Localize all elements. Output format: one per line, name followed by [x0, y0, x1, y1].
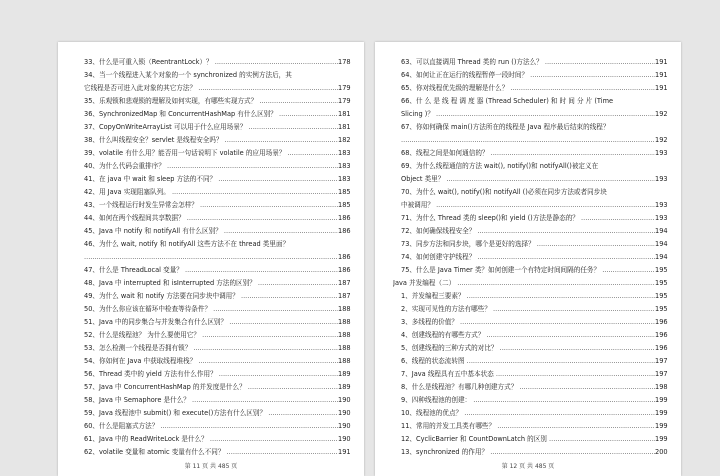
- toc-entry[interactable]: [58, 446, 364, 459]
- toc-entry-page-number: 191: [655, 56, 667, 69]
- toc-entry-page-number: 187: [338, 290, 350, 303]
- toc-entry-page-number: 179: [338, 82, 350, 95]
- toc-entry-page-number: 199: [655, 433, 667, 446]
- toc-entry[interactable]: [58, 121, 364, 134]
- toc-entry[interactable]: [375, 160, 681, 173]
- toc-entry[interactable]: [58, 420, 364, 433]
- toc-entry[interactable]: [58, 329, 364, 342]
- toc-entry-page-number: 183: [338, 160, 350, 173]
- toc-entry-page-number: 193: [655, 199, 667, 212]
- toc-entry-title: 54、你如何在 Java 中获取线程堆栈？ .....: [84, 355, 340, 368]
- toc-entry[interactable]: [58, 433, 364, 446]
- toc-entry-page-number: 198: [655, 381, 667, 394]
- toc-entry-page-number: 199: [655, 394, 667, 407]
- toc-entry-title: 62、volatile 变量和 atomic 变量有什么不同？ .....: [84, 446, 340, 459]
- toc-entry-page-number: 188: [338, 342, 350, 355]
- toc-entry-page-number: 191: [338, 446, 350, 459]
- toc-entry-page-number: 189: [338, 368, 350, 381]
- toc-entry-page-number: 194: [655, 251, 667, 264]
- toc-entry[interactable]: [375, 342, 681, 355]
- toc-entry-title: 35、乐观锁和悲观锁的理解及如何实现，有哪些实现方式？ .....: [84, 95, 340, 108]
- toc-entry-page-number: 195: [655, 277, 667, 290]
- toc-entry[interactable]: [58, 342, 364, 355]
- toc-entry[interactable]: [375, 381, 681, 394]
- toc-entry-title: 它线程是否可进入此对象的其它方法？ .....: [84, 82, 340, 95]
- toc-entry-page-number: 182: [338, 134, 350, 147]
- toc-entry-title: 43、一个线程运行时发生异常会怎样？ .....: [84, 199, 340, 212]
- toc-entry-page-number: 186: [338, 212, 350, 225]
- page-footer: 第 12 页 共 485 页: [501, 463, 555, 470]
- toc-entry[interactable]: [375, 173, 681, 186]
- toc-entry-page-number: 193: [655, 212, 667, 225]
- toc-entry[interactable]: [58, 368, 364, 381]
- toc-entry-title: 44、如何在两个线程间共享数据？ .....: [84, 212, 340, 225]
- toc-entry[interactable]: [58, 225, 364, 238]
- toc-entry[interactable]: [375, 238, 681, 251]
- toc-entry-title: 48、Java 中 interrupted 和 isInterrupted 方法的区别？ .....: [84, 277, 340, 290]
- toc-entry-title: 49、为什么 wait 和 notify 方法要在同步块中调用？ .....: [84, 290, 340, 303]
- toc-entry-page-number: 191: [655, 69, 667, 82]
- toc-entry-title: 51、Java 中的同步集合与并发集合有什么区别？ .....: [84, 316, 340, 329]
- toc-entry-title: 9、四种线程池的创建： .....: [401, 394, 657, 407]
- toc-entry-title: 74、如何创建守护线程？ .....: [401, 251, 657, 264]
- toc-entry[interactable]: [375, 407, 681, 420]
- toc-entry-title: 63、可以直接调用 Thread 类的 run ()方法么？ .....: [401, 56, 657, 69]
- toc-entry[interactable]: [58, 199, 364, 212]
- toc-entry-page-number: 179: [338, 95, 350, 108]
- toc-entry-title: 1、并发编程三要素？ .....: [401, 290, 657, 303]
- toc-entry-page-number: 194: [655, 225, 667, 238]
- toc-entry-title: 8、什么是线程池？有哪几种创建方式？ .....: [401, 381, 657, 394]
- toc-entry-page-number: 183: [338, 173, 350, 186]
- toc-entry[interactable]: [375, 355, 681, 368]
- toc-entry-title: 34、当一个线程进入某个对象的一个 synchronized 的实例方法后，其: [84, 71, 292, 79]
- toc-entry-title: 73、同步方法和同步块，哪个是更好的选择？ .....: [401, 238, 657, 251]
- toc-entry-page-number: 193: [655, 147, 667, 160]
- toc-entry-title: Object 类里？ .....: [401, 173, 657, 186]
- toc-entry[interactable]: [58, 108, 364, 121]
- left-page: [58, 42, 364, 476]
- toc-entry[interactable]: [375, 290, 681, 303]
- toc-entry[interactable]: [375, 82, 681, 95]
- toc-entry-page-number: 195: [655, 290, 667, 303]
- toc-entry-title: 38、什么叫线程安全？servlet 是线程安全吗？ .....: [84, 134, 340, 147]
- toc-entry-page-number: 186: [338, 264, 350, 277]
- toc-entry[interactable]: [58, 186, 364, 199]
- toc-entry-page-number: 190: [338, 394, 350, 407]
- toc-entry-title: 65、你对线程优先级的理解是什么？ .....: [401, 82, 657, 95]
- toc-entry-title: 58、Java 中 Semaphore 是什么？ .....: [84, 394, 340, 407]
- toc-list: [58, 56, 364, 459]
- toc-entry-title: 12、CyclicBarrier 和 CountDownLatch 的区别 .....: [401, 433, 657, 446]
- toc-entry-title: 41、在 java 中 wait 和 sleep 方法的不同？ .....: [84, 173, 340, 186]
- toc-entry-title: 45、Java 中 notify 和 notifyAll 有什么区别？ .....: [84, 225, 340, 238]
- toc-entry-title: 47、什么是 ThreadLocal 变量？ .....: [84, 264, 340, 277]
- toc-entry[interactable]: [375, 316, 681, 329]
- toc-entry[interactable]: [58, 394, 364, 407]
- toc-entry-page-number: 194: [655, 238, 667, 251]
- toc-entry-title: 10、线程池的优点？ .....: [401, 407, 657, 420]
- toc-entry[interactable]: [58, 303, 364, 316]
- toc-entry[interactable]: [58, 173, 364, 186]
- toc-entry[interactable]: [375, 303, 681, 316]
- toc-entry-title: [84, 251, 340, 264]
- toc-entry[interactable]: [58, 238, 364, 251]
- toc-entry[interactable]: [58, 381, 364, 394]
- toc-entry[interactable]: [58, 95, 364, 108]
- toc-entry[interactable]: [58, 147, 364, 160]
- toc-entry-title: 60、什么是阻塞式方法？ .....: [84, 420, 340, 433]
- toc-entry-page-number: 186: [338, 251, 350, 264]
- toc-entry[interactable]: [58, 407, 364, 420]
- toc-entry[interactable]: [375, 264, 681, 277]
- toc-entry-page-number: 192: [655, 134, 667, 147]
- toc-entry-page-number: 191: [655, 82, 667, 95]
- toc-entry-title: 70、为什么 wait(), notify()和 notifyAll ()必须在同步方法或者同步块: [401, 188, 607, 196]
- toc-entry-title: 33、什么是可重入锁（ReentrantLock）？ .....: [84, 56, 340, 69]
- toc-entry-title: 13、synchronized 的作用？ .....: [401, 446, 657, 459]
- toc-entry[interactable]: [375, 108, 681, 121]
- right-page: [375, 42, 681, 476]
- toc-entry[interactable]: [375, 69, 681, 82]
- toc-entry[interactable]: [375, 329, 681, 342]
- toc-entry[interactable]: [58, 251, 364, 264]
- toc-entry-title: 61、Java 中的 ReadWriteLock 是什么？ .....: [84, 433, 340, 446]
- toc-entry-page-number: 188: [338, 329, 350, 342]
- toc-entry-page-number: 195: [655, 303, 667, 316]
- toc-entry[interactable]: [375, 251, 681, 264]
- toc-entry-title: Slicing )？ .....: [401, 108, 657, 121]
- toc-entry-page-number: 199: [655, 420, 667, 433]
- toc-entry[interactable]: [375, 446, 681, 459]
- toc-entry-title: 52、什么是线程池？ 为什么要使用它？ .....: [84, 329, 340, 342]
- toc-entry-title: 5、创建线程的三种方式的对比？ .....: [401, 342, 657, 355]
- toc-entry-page-number: 190: [338, 407, 350, 420]
- toc-entry-page-number: 188: [338, 316, 350, 329]
- toc-entry-page-number: 199: [655, 407, 667, 420]
- toc-entry-page-number: 195: [655, 264, 667, 277]
- toc-entry[interactable]: [375, 433, 681, 446]
- toc-entry[interactable]: [375, 394, 681, 407]
- toc-entry-title: 75、什么是 Java Timer 类？如何创建一个有特定时间间隔的任务？ .....: [401, 264, 657, 277]
- toc-entry[interactable]: [58, 134, 364, 147]
- toc-entry-page-number: 181: [338, 108, 350, 121]
- toc-entry-page-number: 181: [338, 121, 350, 134]
- toc-entry-title: 36、SynchronizedMap 和 ConcurrentHashMap 有什么区别？ .....: [84, 108, 340, 121]
- toc-entry-title: 7、Java 线程具有五中基本状态 .....: [401, 368, 657, 381]
- toc-entry[interactable]: [58, 277, 364, 290]
- toc-entry-page-number: 193: [655, 173, 667, 186]
- toc-entry-title: 6、线程的状态流转图 .....: [401, 355, 657, 368]
- toc-entry[interactable]: [375, 277, 681, 290]
- toc-entry-page-number: 200: [655, 446, 667, 459]
- toc-entry[interactable]: [58, 316, 364, 329]
- toc-entry[interactable]: [375, 121, 681, 134]
- toc-entry-title: 39、volatile 有什么用？能否用一句话说明下 volatile 的应用场景？ .....: [84, 147, 340, 160]
- toc-entry-page-number: 183: [338, 147, 350, 160]
- toc-entry[interactable]: [375, 212, 681, 225]
- toc-entry-page-number: 192: [655, 108, 667, 121]
- toc-entry-title: 53、怎么检测一个线程是否拥有锁？ .....: [84, 342, 340, 355]
- toc-entry-title: 72、如何确保线程安全？ .....: [401, 225, 657, 238]
- toc-entry-page-number: 190: [338, 433, 350, 446]
- toc-entry[interactable]: [58, 160, 364, 173]
- toc-entry[interactable]: [58, 290, 364, 303]
- toc-list: [375, 56, 681, 459]
- toc-entry-title: 46、为什么 wait, notify 和 notifyAll 这些方法不在 thread 类里面？: [84, 240, 290, 248]
- toc-entry-title: 2、实现可见性的方法有哪些？ .....: [401, 303, 657, 316]
- toc-entry-title: 40、为什么代码会重排序？ .....: [84, 160, 340, 173]
- page-footer: 第 11 页 共 485 页: [184, 463, 238, 470]
- toc-entry-title: 11、常用的并发工具类有哪些？ .....: [401, 420, 657, 433]
- toc-entry-page-number: 196: [655, 342, 667, 355]
- toc-entry[interactable]: [375, 95, 681, 108]
- toc-entry-page-number: 185: [338, 186, 350, 199]
- toc-entry-page-number: 185: [338, 199, 350, 212]
- toc-entry[interactable]: [375, 134, 681, 147]
- toc-entry-title: 66、什 么 是 线 程 调 度 器 (Thread Scheduler) 和 时 间 分 片 (Time: [401, 97, 614, 105]
- toc-entry[interactable]: [58, 56, 364, 69]
- toc-entry-title: 中被调用？ .....: [401, 199, 657, 212]
- toc-entry-title: 69、为什么线程通信的方法 wait(), notify()和 notifyAll()被定义在: [401, 162, 599, 170]
- toc-entry-title: 67、你如何确保 main()方法所在的线程是 Java 程序最后结束的线程？: [401, 123, 610, 131]
- toc-entry[interactable]: [58, 82, 364, 95]
- toc-entry-title: 50、为什么你应该在循环中检查等待条件？ .....: [84, 303, 340, 316]
- toc-entry-title: 71、为什么 Thread 类的 sleep()和 yield ()方法是静态的？ .....: [401, 212, 657, 225]
- toc-entry[interactable]: [375, 225, 681, 238]
- toc-entry-title: 64、如何让正在运行的线程暂停一段时间？ .....: [401, 69, 657, 82]
- toc-entry-page-number: 196: [655, 316, 667, 329]
- toc-entry[interactable]: [58, 212, 364, 225]
- toc-entry[interactable]: [375, 147, 681, 160]
- toc-entry[interactable]: [375, 368, 681, 381]
- toc-entry-page-number: 197: [655, 368, 667, 381]
- toc-entry-page-number: 189: [338, 381, 350, 394]
- toc-entry-page-number: 188: [338, 355, 350, 368]
- toc-entry-page-number: 188: [338, 303, 350, 316]
- toc-entry-title: 59、Java 线程池中 submit() 和 execute()方法有什么区别？ .....: [84, 407, 340, 420]
- toc-entry[interactable]: [375, 186, 681, 199]
- toc-entry-page-number: 186: [338, 225, 350, 238]
- toc-entry-title: 4、创建线程的有哪些方式？ .....: [401, 329, 657, 342]
- toc-entry[interactable]: [375, 199, 681, 212]
- toc-entry-title: 42、用 Java 实现阻塞队列。 .....: [84, 186, 340, 199]
- toc-entry-page-number: 190: [338, 420, 350, 433]
- toc-entry-title: 37、CopyOnWriteArrayList 可以用于什么应用场景？ .....: [84, 121, 340, 134]
- toc-entry-title: 3、多线程的价值？ .....: [401, 316, 657, 329]
- toc-entry-page-number: 197: [655, 355, 667, 368]
- toc-entry[interactable]: [375, 420, 681, 433]
- toc-entry-title: 68、线程之间是如何通信的？ .....: [401, 147, 657, 160]
- toc-entry-page-number: 196: [655, 329, 667, 342]
- toc-entry-title: 56、Thread 类中的 yield 方法有什么作用？ .....: [84, 368, 340, 381]
- toc-entry[interactable]: [58, 355, 364, 368]
- toc-entry[interactable]: [58, 69, 364, 82]
- toc-entry[interactable]: [58, 264, 364, 277]
- toc-entry-title: Java 并发编程（二） .....: [393, 277, 657, 290]
- toc-entry-title: 57、Java 中 ConcurrentHashMap 的并发度是什么？ .....: [84, 381, 340, 394]
- toc-entry-page-number: 178: [338, 56, 350, 69]
- toc-entry-page-number: 187: [338, 277, 350, 290]
- toc-entry[interactable]: [375, 56, 681, 69]
- toc-entry-title: [401, 134, 657, 147]
